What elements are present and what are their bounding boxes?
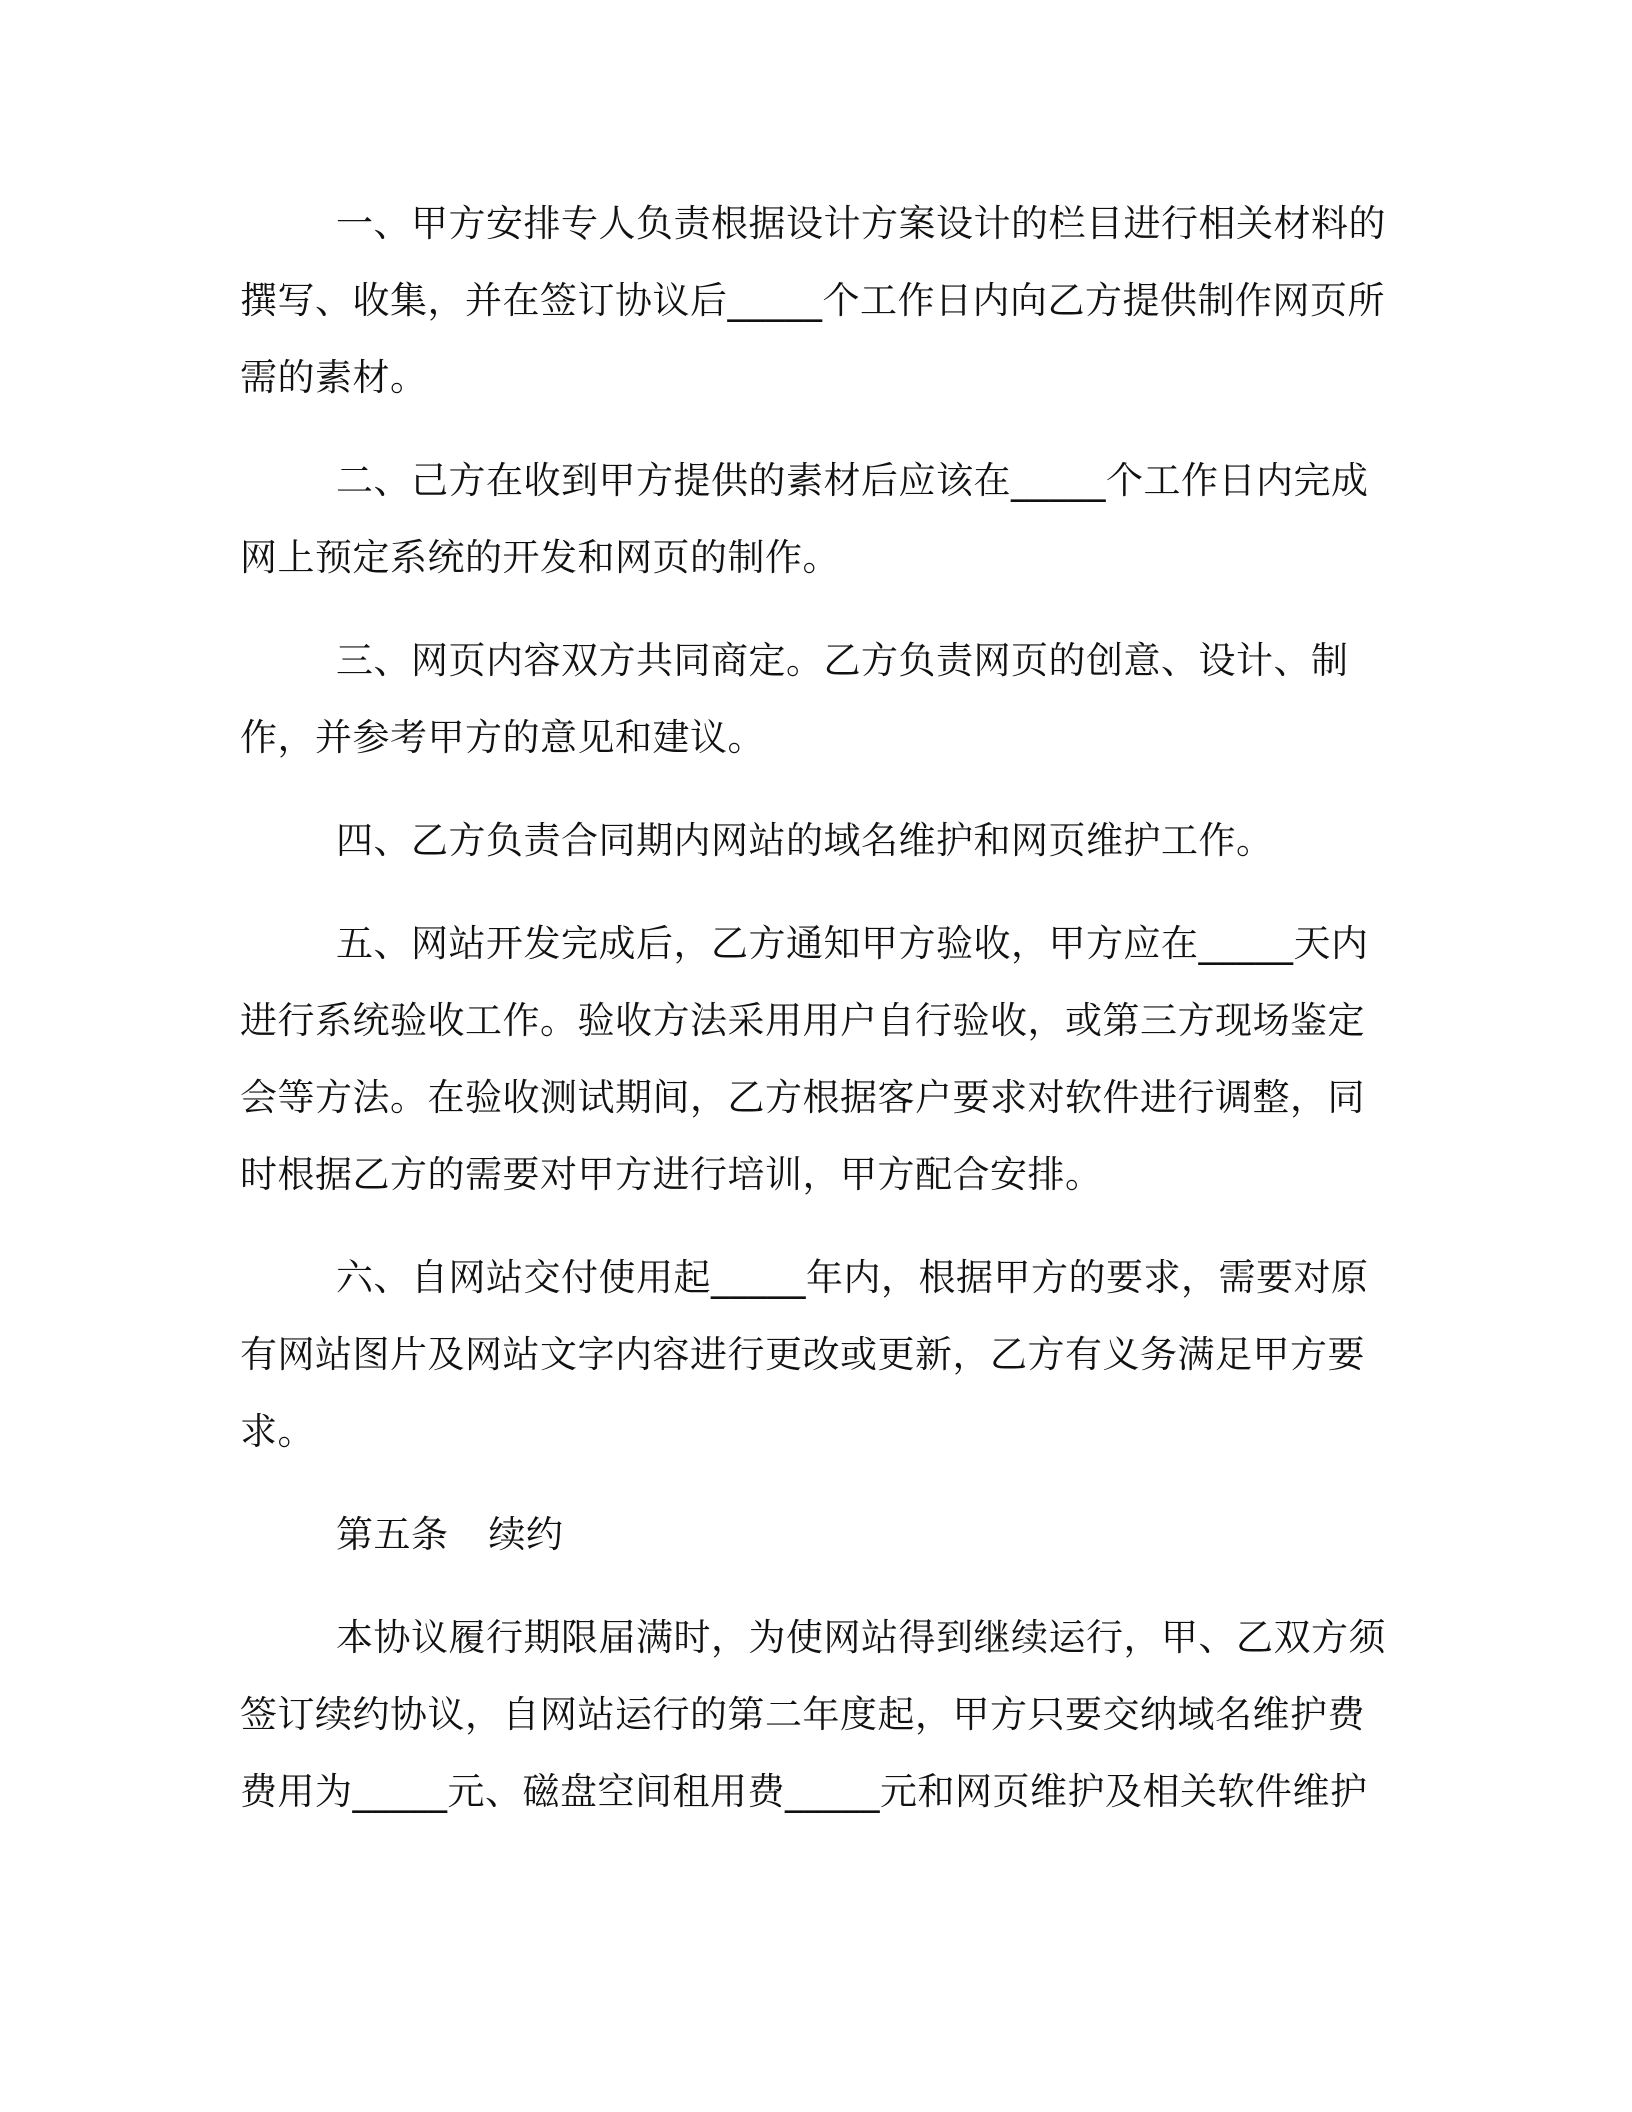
clause-5: 五、网站开发完成后，乙方通知甲方验收，甲方应在_____天内进行系统验收工作。验收方法采用用户自行验收，或第三方现场鉴定会等方法。在验收测试期间，乙方根据客户要求对软件进行调整，同时根据乙方的需要对甲方进行培训，甲方配合安排。 <box>240 922 1369 1196</box>
clause-3: 三、网页内容双方共同商定。乙方负责网页的创意、设计、制作，并参考甲方的意见和建议。 <box>240 639 1349 759</box>
clause-4: 四、乙方负责合同期内网站的域名维护和网页维护工作。 <box>336 819 1274 862</box>
document-page <box>240 185 1390 1856</box>
section-title: 续约 <box>488 1513 564 1556</box>
section-body: 本协议履行期限届满时，为使网站得到继续运行，甲、乙双方须签订续约协议，自网站运行的第二年度起，甲方只要交纳域名维护费费用为_____元、磁盘空间租用费_____元和网页维护及相关软件维护 <box>240 1616 1386 1813</box>
section-number: 第五条 <box>336 1513 449 1556</box>
section-heading <box>240 1496 1390 1573</box>
clause-6: 六、自网站交付使用起_____年内，根据甲方的要求，需要对原有网站图片及网站文字内容进行更改或更新，乙方有义务满足甲方要求。 <box>240 1256 1369 1453</box>
clause-1: 一、甲方安排专人负责根据设计方案设计的栏目进行相关材料的撰写、收集，并在签订协议后_____个工作日内向乙方提供制作网页所需的素材。 <box>240 202 1386 399</box>
clause-2: 二、己方在收到甲方提供的素材后应该在_____个工作日内完成网上预定系统的开发和网页的制作。 <box>240 459 1369 579</box>
